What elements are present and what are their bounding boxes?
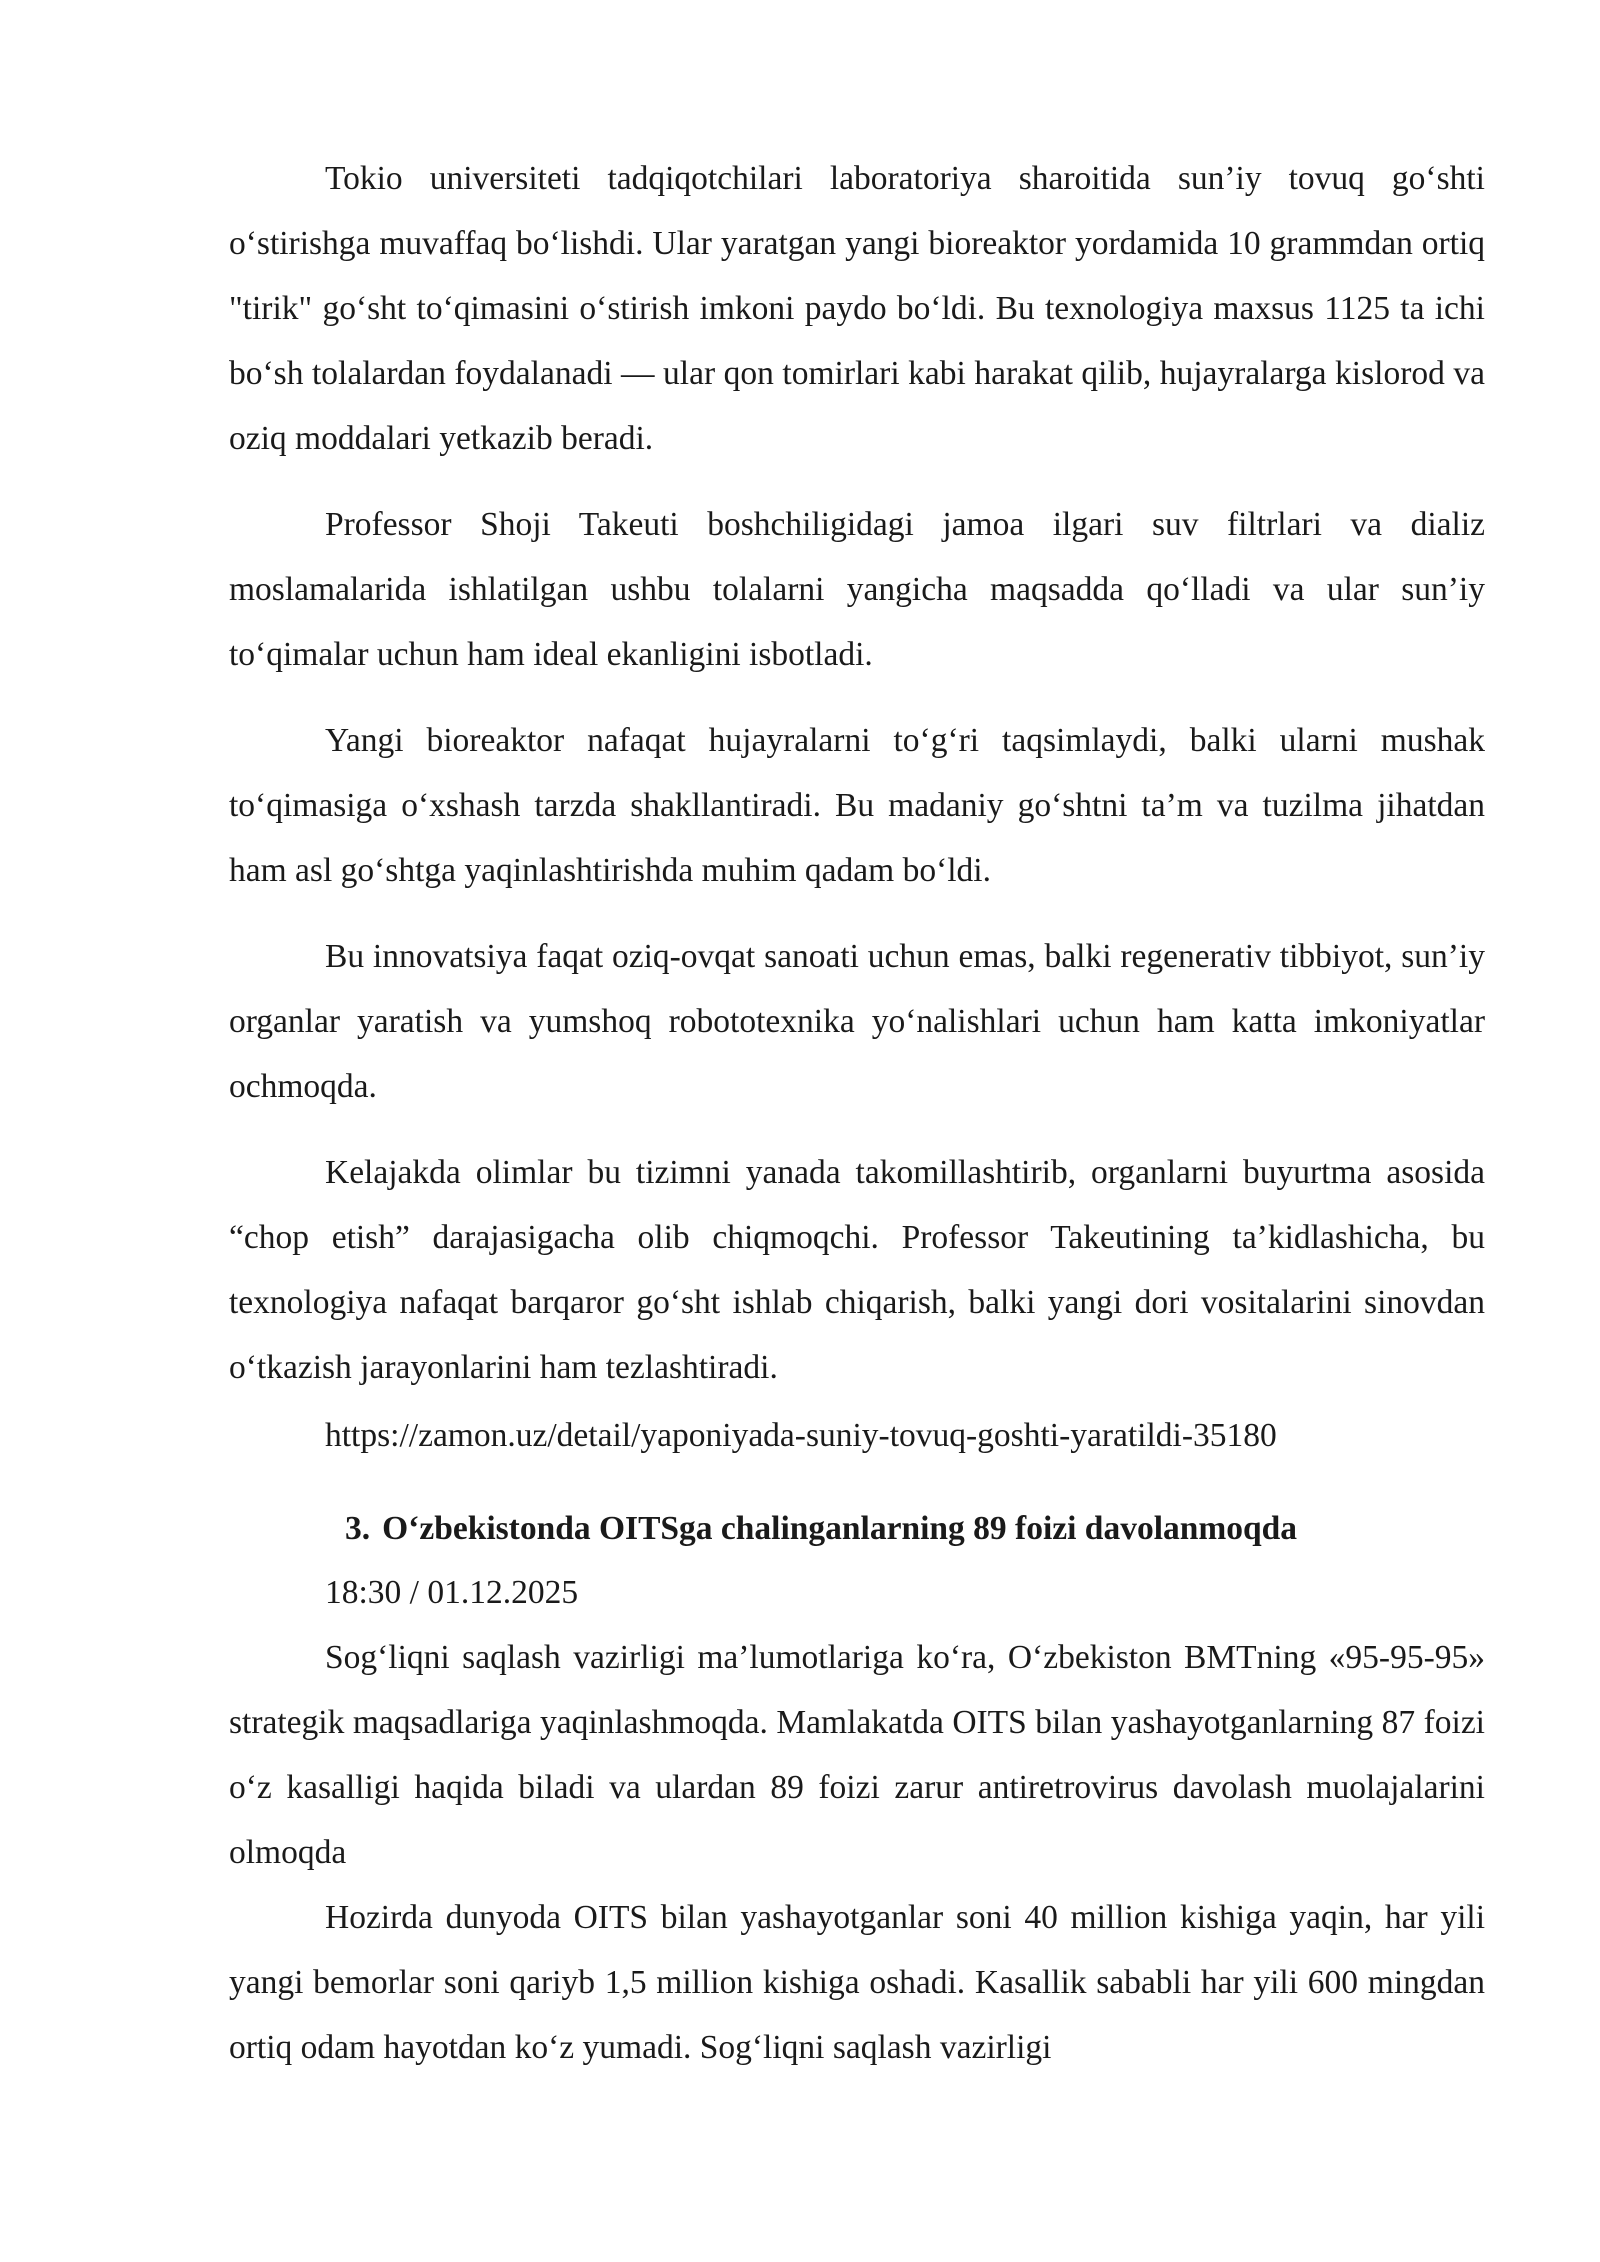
section-title: O‘zbekistonda OITSga chalinganlarning 89 foizi davolanmoqda	[382, 1510, 1298, 1547]
section-heading	[229, 1496, 1485, 1561]
section-timestamp: 18:30 / 01.12.2025	[325, 1574, 579, 1611]
section-paragraph: Hozirda dunyoda OITS bilan yashayotganlar soni 40 million kishiga yaqin, har yili yangi bemorlar soni qariyb 1,5 million kishiga oshadi. Kasallik sababli har yili 600 mingdan ortiq odam hayotdan ko‘z yumadi. Sog‘liqni saqlash vazirligi	[229, 1899, 1485, 2066]
document-page	[229, 146, 1485, 2080]
section-paragraph: Sog‘liqni saqlash vazirligi ma’lumotlariga ko‘ra, O‘zbekiston BMTning «95-95-95» strategik maqsadlariga yaqinlashmoqda. Mamlakatda OITS bilan yashayotganlarning 87 foizi o‘z kasalligi haqida biladi va ulardan 89 foizi zarur antiretrovirus davolash muolajalarini olmoqda	[229, 1639, 1485, 1871]
source-link[interactable]: https://zamon.uz/detail/yaponiyada-suniy-tovuq-goshti-yaratildi-35180	[325, 1417, 1277, 1454]
article-paragraph: Yangi bioreaktor nafaqat hujayralarni to‘g‘ri taqsimlaydi, balki ularni mushak to‘qimasiga o‘xshash tarzda shakllantiradi. Bu madaniy go‘shtni ta’m va tuzilma jihatdan ham asl go‘shtga yaqinlashtirishda muhim qadam bo‘ldi.	[229, 722, 1485, 889]
article-paragraph: Professor Shoji Takeuti boshchiligidagi jamoa ilgari suv filtrlari va dializ moslamalarida ishlatilgan ushbu tolalarni yangicha maqsadda qo‘lladi va ular sun’iy to‘qimalar uchun ham ideal ekanligini isbotladi.	[229, 506, 1485, 673]
section-number: 3.	[345, 1510, 371, 1547]
article-paragraph: Kelajakda olimlar bu tizimni yanada takomillashtirib, organlarni buyurtma asosida “chop etish” darajasigacha olib chiqmoqchi. Professor Takeutining ta’kidlashicha, bu texnologiya nafaqat barqaror go‘sht ishlab chiqarish, balki yangi dori vositalarini sinovdan o‘tkazish jarayonlarini ham tezlashtiradi.	[229, 1154, 1485, 1386]
article-paragraph: Bu innovatsiya faqat oziq-ovqat sanoati uchun emas, balki regenerativ tibbiyot, sun’iy organlar yaratish va yumshoq robototexnika yo‘nalishlari uchun ham katta imkoniyatlar ochmoqda.	[229, 938, 1485, 1105]
article-paragraph: Tokio universiteti tadqiqotchilari laboratoriya sharoitida sun’iy tovuq go‘shti o‘stirishga muvaffaq bo‘lishdi. Ular yaratgan yangi bioreaktor yordamida 10 grammdan ortiq "tirik" go‘sht to‘qimasini o‘stirish imkoni paydo bo‘ldi. Bu texnologiya maxsus 1125 ta ichi bo‘sh tolalardan foydalanadi — ular qon tomirlari kabi harakat qilib, hujayralarga kislorod va oziq moddalari yetkazib beradi.	[229, 160, 1485, 457]
